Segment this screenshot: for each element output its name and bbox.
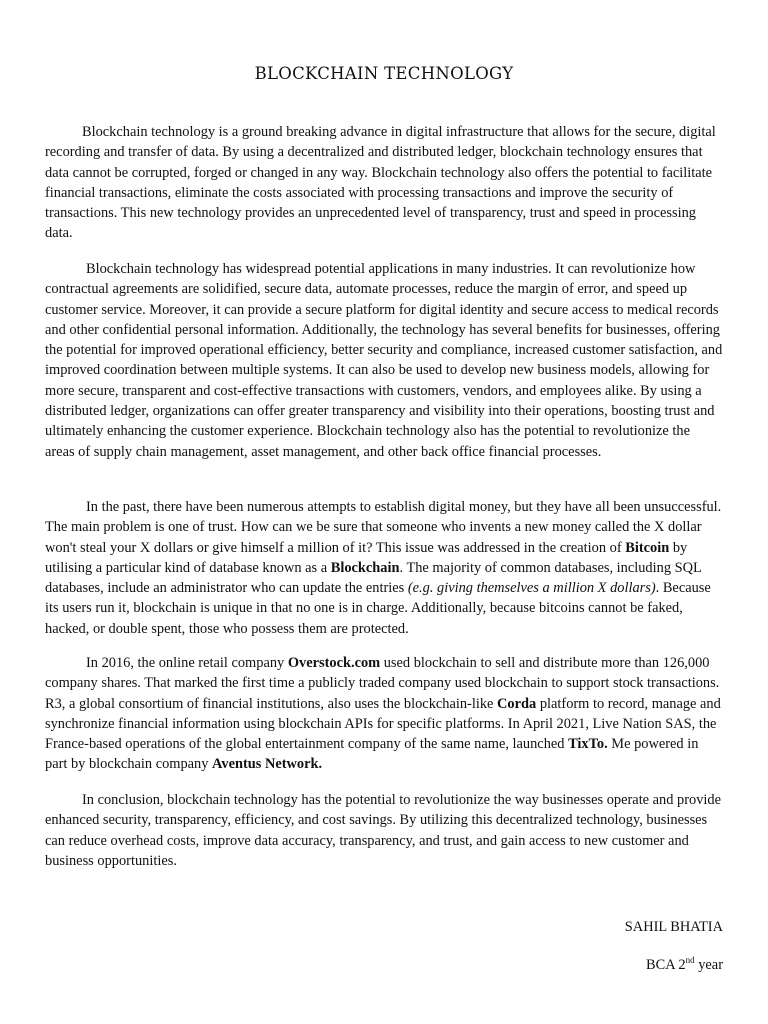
paragraph-history: In the past, there have been numerous attempts to establish digital money, but they have all been unsuccessful. The main problem is one of trust. How can we be sure that someone who invents a new money called the X dollar won't steal your X dollars or give himself a million of it? This issue was addressed in the creation of Bitcoin by utilising a particular kind of database known as a Blockchain. The majority of common databases, including SQL databases, include an administrator who can update the entries (e.g. giving themselves a million X dollars). Because its users run it, blockchain is unique in that no one is in charge. Additionally, because bitcoins cannot be faked, hacked, or double spent, those who possess them are protected.: [45, 499, 722, 637]
example-note: (e.g. giving themselves a million X dollars): [407, 580, 656, 597]
document-title: BLOCKCHAIN TECHNOLOGY: [254, 64, 514, 83]
ordinal-suffix: nd: [685, 955, 695, 965]
overstock-term: Overstock.com: [287, 655, 381, 671]
paragraph-applications: [45, 259, 723, 462]
paragraph-adoption: In 2016, the online retail company Overstock.com used blockchain to sell and distribute more than 126,000 company shares. That marked the first time a publicly traded company used blockchain to support stock transactions. R3, a global consortium of financial institutions, also uses the blockchain-like Corda platform to record, manage and synchronize financial information using blockchain APIs for specific platforms. In April 2021, Live Nation SAS, the France-based operations of the global entertainment company of the same name, launched TixTo. Me powered in part by blockchain company Aventus Network.: [45, 655, 721, 773]
paragraph-intro-text: Blockchain technology is a ground breaking advance in digital infrastructure that allows for the secure, digital recording and transfer of data. By using a decentralized and distributed ledger, blockchain technology ensures that data cannot be corrupted, forged or changed in any way. Blockchain technology also offers the potential to facilitate financial transactions, eliminate the costs associated with processing transactions and improve the security of transactions. This new technology provides an unprecedented level of transparency, trust and speed in processing data.: [45, 124, 716, 242]
paragraph-applications-text: Blockchain technology has widespread potential applications in many industries. It can revolutionize how contractual agreements are solidified, secure data, automate processes, reduce the margin of error, and speed up customer service. Moreover, it can provide a secure platform for digital identity and secure access to medical records and other confidential personal information. Additionally, the technology has several benefits for businesses, offering the potential for improved operational efficiency, better security and compliance, increased customer satisfaction, and improved coordination between multiple systems. It can also be used to develop new business models, allowing for more secure, transparent and cost-effective transactions with customers, vendors, and employees alike. By using a distributed ledger, organizations can offer greater transparency and visibility into their operations, boosting trust and ultimately enhancing the customer experience. Blockchain technology also has the potential to revolutionize the areas of supply chain management, asset management, and other back office financial processes.: [45, 261, 723, 460]
aventus-term: Aventus Network.: [212, 756, 323, 773]
author-course: BCA 2nd year: [646, 955, 723, 973]
author-name: SAHIL BHATIA: [624, 919, 723, 935]
paragraph-intro: [45, 122, 723, 244]
blockchain-term: Blockchain: [330, 559, 400, 576]
bitcoin-term: Bitcoin: [625, 539, 670, 556]
tixto-term: TixTo.: [568, 736, 608, 753]
paragraph-conclusion-text: In conclusion, blockchain technology has the potential to revolutionize the way businesses operate and provide enhanced security, transparency, efficiency, and cost savings. By utilizing this decentralized technology, businesses can reduce overhead costs, improve data accuracy, transparency, and trust, and gain access to new customer and business opportunities.: [45, 792, 722, 869]
paragraph-conclusion: [45, 790, 723, 871]
corda-term: Corda: [497, 695, 537, 712]
